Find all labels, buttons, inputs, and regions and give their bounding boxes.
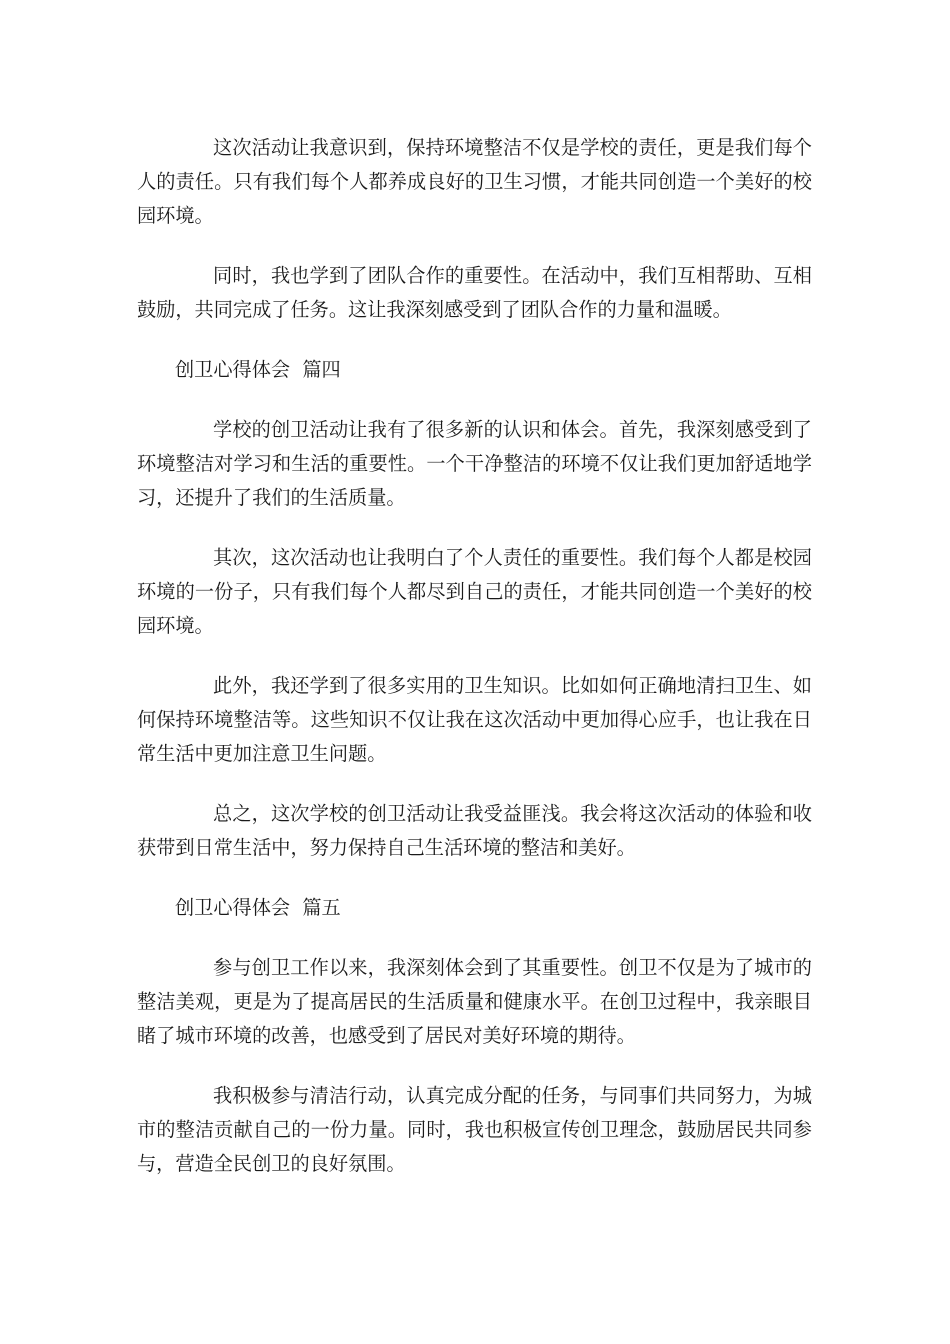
- body-paragraph: 我积极参与清洁行动，认真完成分配的任务，与同事们共同努力，为城市的整洁贡献自己的一份力量。同时，我也积极宣传创卫理念，鼓励居民共同参与，营造全民创卫的良好氛围。: [137, 1084, 812, 1175]
- body-paragraph: 其次，这次活动也让我明白了个人责任的重要性。我们每个人都是校园环境的一份子，只有我们每个人都尽到自己的责任，才能共同创造一个美好的校园环境。: [137, 546, 812, 637]
- body-paragraph: 总之，这次学校的创卫活动让我受益匪浅。我会将这次活动的体验和收获带到日常生活中，努力保持自己生活环境的整洁和美好。: [137, 802, 812, 859]
- section-heading: 创卫心得体会 篇四: [175, 358, 341, 381]
- body-paragraph: 学校的创卫活动让我有了很多新的认识和体会。首先，我深刻感受到了环境整洁对学习和生活的重要性。一个干净整洁的环境不仅让我们更加舒适地学习，还提升了我们的生活质量。: [137, 418, 812, 509]
- body-paragraph: 此外，我还学到了很多实用的卫生知识。比如如何正确地清扫卫生、如何保持环境整洁等。这些知识不仅让我在这次活动中更加得心应手，也让我在日常生活中更加注意卫生问题。: [137, 674, 812, 765]
- body-paragraph: 这次活动让我意识到，保持环境整洁不仅是学校的责任，更是我们每个人的责任。只有我们每个人都养成良好的卫生习惯，才能共同创造一个美好的校园环境。: [137, 136, 812, 227]
- body-paragraph: 同时，我也学到了团队合作的重要性。在活动中，我们互相帮助、互相鼓励，共同完成了任务。这让我深刻感受到了团队合作的力量和温暖。: [137, 264, 812, 321]
- document-body: [137, 131, 812, 1207]
- section-heading: 创卫心得体会 篇五: [175, 896, 341, 919]
- body-paragraph: 参与创卫工作以来，我深刻体会到了其重要性。创卫不仅是为了城市的整洁美观，更是为了提高居民的生活质量和健康水平。在创卫过程中，我亲眼目睹了城市环境的改善，也感受到了居民对美好环境的期待。: [137, 956, 812, 1047]
